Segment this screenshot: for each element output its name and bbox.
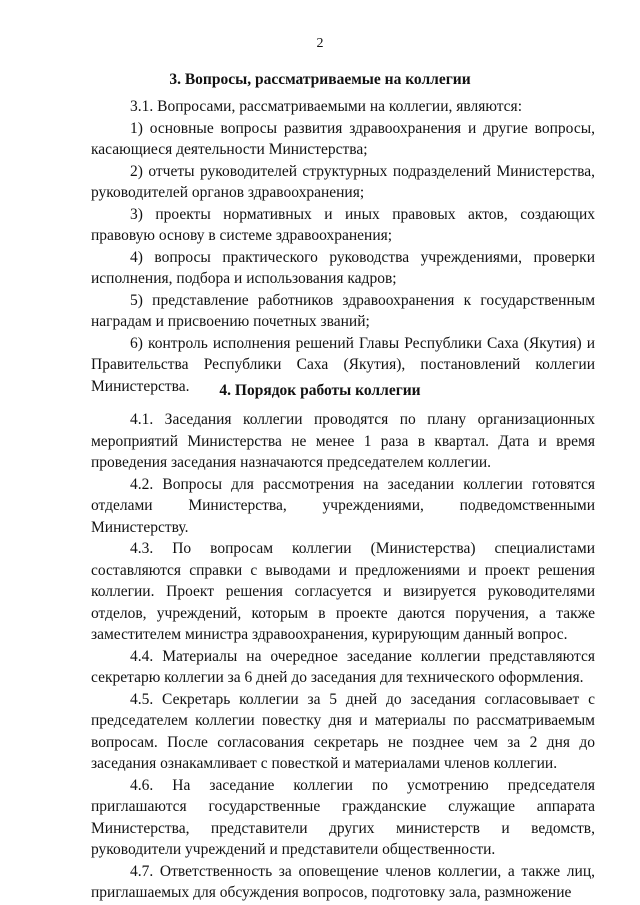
paragraph-4-6: 4.6. На заседание коллегии по усмотрению председателя приглашаются государственные гражданские служащие аппарата Министерства, представители других министерств и ведомств, руководители учреждений и представители общественности. xyxy=(91,776,595,858)
paragraph-4-1: 4.1. Заседания коллегии проводятся по плану организационных мероприятий Министерства не менее 1 раза в квартал. Дата и время проведения заседания назначаются председателем коллегии. xyxy=(91,411,595,471)
section-4-heading: 4. Порядок работы коллегии xyxy=(219,382,421,399)
paragraph-4-3: 4.3. По вопросам коллегии (Министерства) специалистами составляются справки с выводами и предложениями и проект решения коллегии. Проект решения согласуется и визируется руководителями отделов, учреждений, которым в проекте даются поручения, а также заместителем министра здравоохранения, курирующим данный вопрос. xyxy=(91,540,595,643)
page-number: 2 xyxy=(316,36,324,51)
paragraph-4-7: 4.7. Ответственность за оповещение членов коллегии, а также лиц, приглашаемых для обсуждения вопросов, подготовку зала, размножение xyxy=(91,862,595,901)
list-item-3-2: 2) отчеты руководителей структурных подразделений Министерства, руководителей органов здравоохранения; xyxy=(91,162,595,201)
section-3-heading: 3. Вопросы, рассматриваемые на коллегии xyxy=(169,71,471,88)
paragraph-3-1: 3.1. Вопросами, рассматриваемыми на коллегии, являются: xyxy=(130,98,522,115)
list-item-3-5: 5) представление работников здравоохранения к государственным наградам и присвоению почетных званий; xyxy=(91,291,595,330)
paragraph-4-5: 4.5. Секретарь коллегии за 5 дней до заседания согласовывает с председателем коллегии повестку дня и материалы по рассматриваемым вопросам. После согласования секретарь не позднее чем за 2 дня до заседания ознакамливает с повесткой и материалами членов коллегии. xyxy=(91,690,595,772)
list-item-3-4: 4) вопросы практического руководства учреждениями, проверки исполнения, подбора и использования кадров; xyxy=(91,248,595,287)
list-item-3-3: 3) проекты нормативных и иных правовых актов, создающих правовую основу в системе здравоохранения; xyxy=(91,205,595,244)
section-4-body xyxy=(91,409,595,904)
list-item-3-1: 1) основные вопросы развития здравоохранения и другие вопросы, касающиеся деятельности Министерства; xyxy=(91,119,595,158)
list-item-3-6: 6) контроль исполнения решений Главы Республики Саха (Якутия) и Правительства Республики Саха (Якутия), постановлений коллегии Министерства. xyxy=(91,334,595,395)
paragraph-4-4: 4.4. Материалы на очередное заседание коллегии представляются секретарю коллегии за 6 дней до заседания для технического оформления. xyxy=(91,647,595,686)
section-3-body xyxy=(91,96,595,397)
paragraph-4-2: 4.2. Вопросы для рассмотрения на заседании коллегии готовятся отделами Министерства, учреждениями, подведомственными Министерству. xyxy=(91,475,595,536)
